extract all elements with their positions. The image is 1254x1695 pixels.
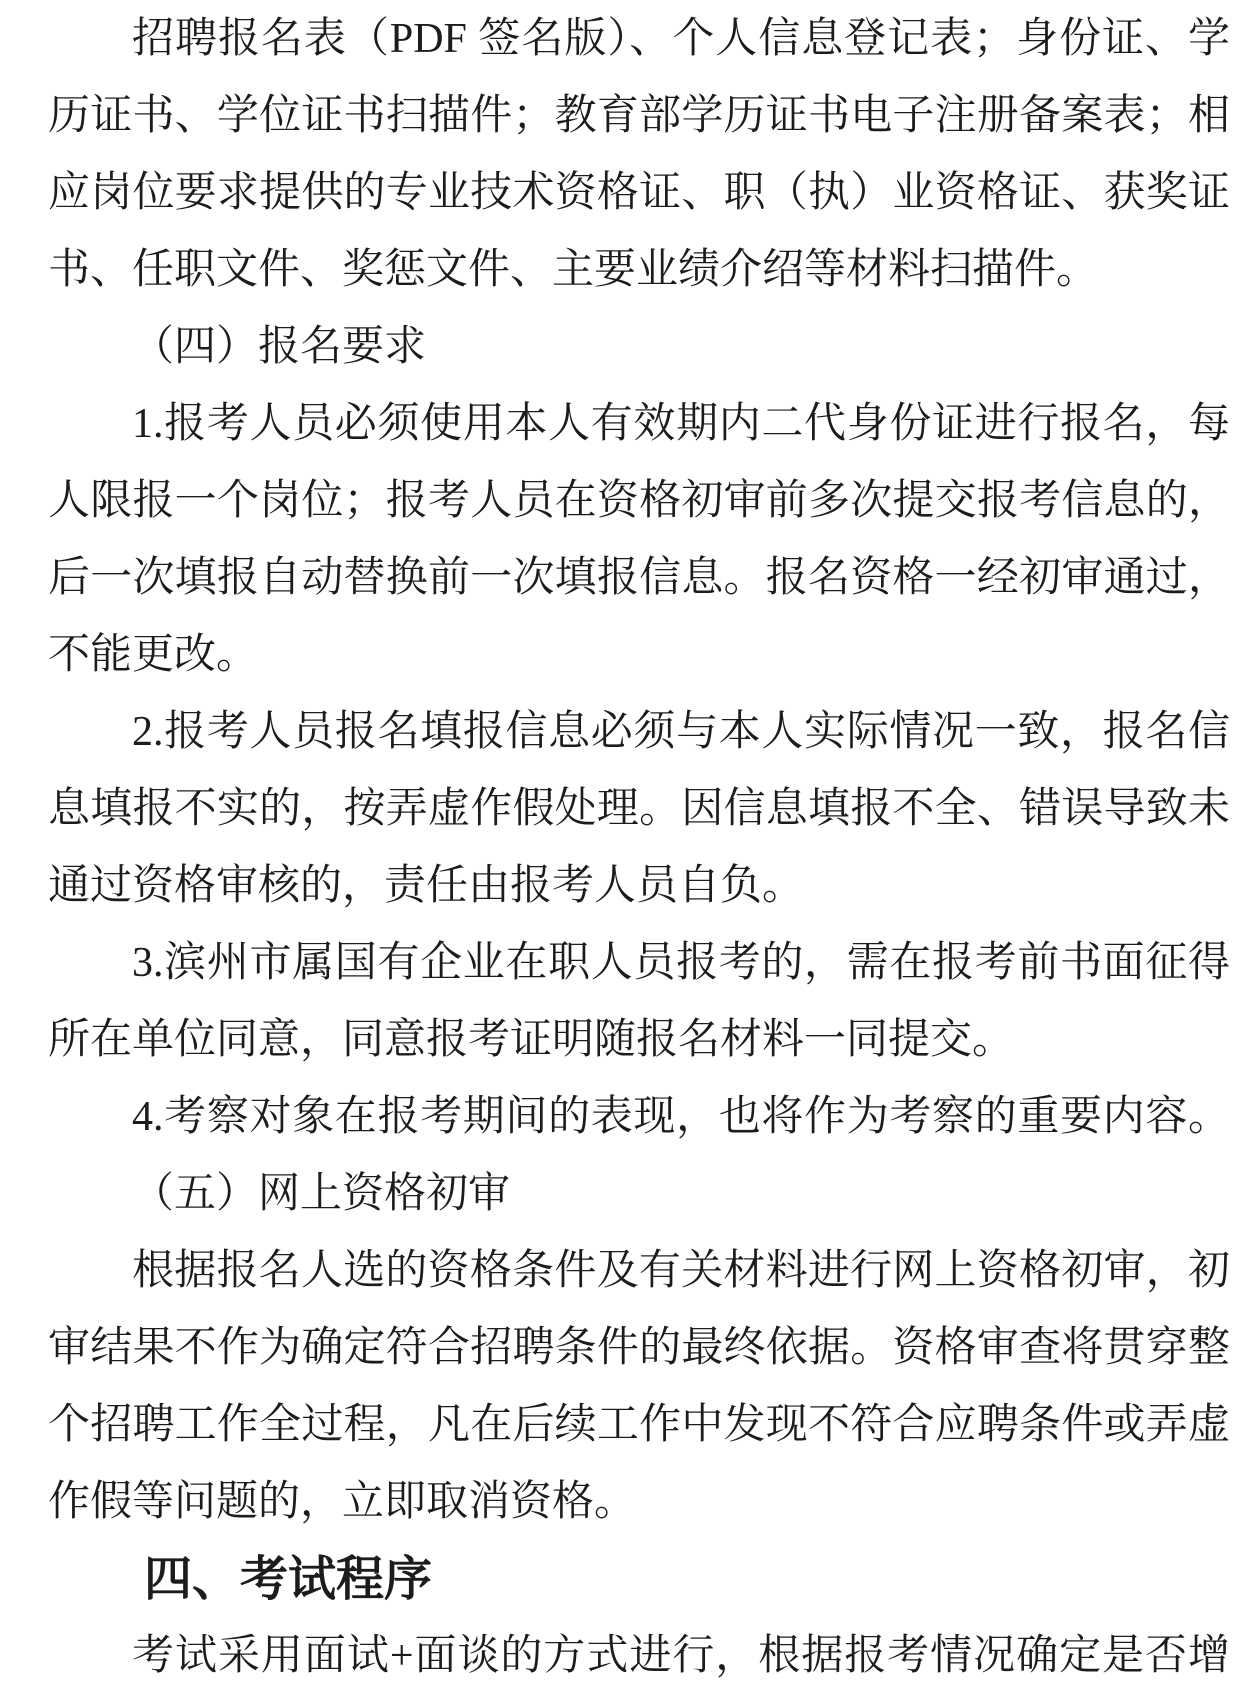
- text-line: 1.报考人员必须使用本人有效期内二代身份证进行报名，每: [132, 401, 1230, 447]
- text-line: 审结果不作为确定符合招聘条件的最终依据。资格审查将贯穿整: [48, 1325, 1230, 1371]
- section-heading: （五）网上资格初审: [132, 1171, 511, 1217]
- text-line: 4.考察对象在报考期间的表现，也将作为考察的重要内容。: [132, 1094, 1230, 1140]
- text-line: 通过资格审核的，责任由报考人员自负。: [48, 863, 805, 909]
- text-line: 所在单位同意，同意报考证明随报名材料一同提交。: [48, 1017, 1015, 1063]
- text-line: 人限报一个岗位；报考人员在资格初审前多次提交报考信息的，: [48, 478, 1230, 524]
- text-line: 后一次填报自动替换前一次填报信息。报名资格一经初审通过，: [48, 555, 1230, 601]
- text-line: 作假等问题的，立即取消资格。: [48, 1479, 637, 1525]
- text-line: 3.滨州市属国有企业在职人员报考的，需在报考前书面征得: [132, 940, 1230, 986]
- text-line: 考试采用面试+面谈的方式进行，根据报考情况确定是否增: [132, 1633, 1230, 1679]
- chapter-heading: 四、考试程序: [144, 1553, 433, 1606]
- text-line: 应岗位要求提供的专业技术资格证、职（执）业资格证、获奖证: [48, 170, 1230, 216]
- text-line: 历证书、学位证书扫描件；教育部学历证书电子注册备案表；相: [48, 93, 1230, 139]
- text-line: 息填报不实的，按弄虚作假处理。因信息填报不全、错误导致未: [48, 786, 1230, 832]
- text-line: 书、任职文件、奖惩文件、主要业绩介绍等材料扫描件。: [48, 247, 1099, 293]
- text-line: 2.报考人员报名填报信息必须与本人实际情况一致，报名信: [132, 709, 1230, 755]
- text-line: 根据报名人选的资格条件及有关材料进行网上资格初审，初: [132, 1248, 1230, 1294]
- text-line: 招聘报名表（PDF 签名版）、个人信息登记表；身份证、学: [132, 16, 1230, 62]
- text-line: 个招聘工作全过程，凡在后续工作中发现不符合应聘条件或弄虚: [48, 1402, 1230, 1448]
- text-line: 不能更改。: [48, 632, 259, 678]
- section-heading: （四）报名要求: [132, 324, 427, 370]
